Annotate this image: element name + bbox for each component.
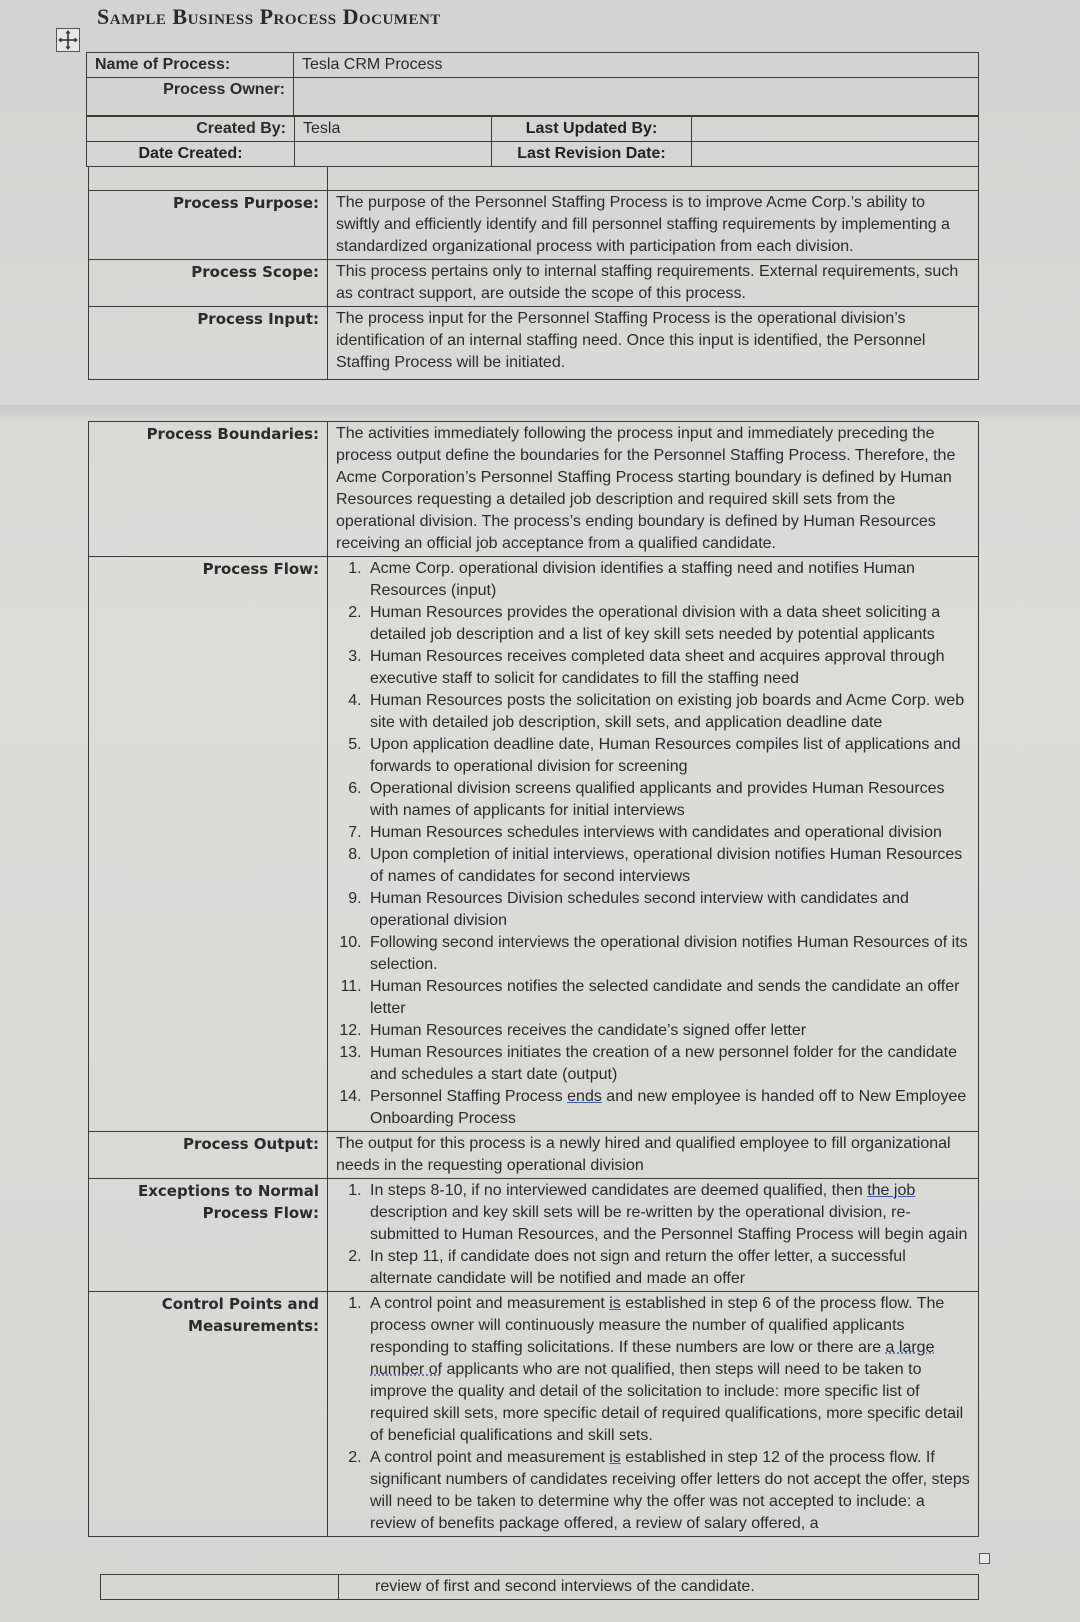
created-by-label: Created By: bbox=[87, 117, 295, 142]
control2-text-a: A control point and measurement bbox=[370, 1449, 610, 1466]
control-label-line2: Measurements: bbox=[188, 1317, 319, 1335]
exception1-text-b: description and key skill sets will be re-written by the operational division, re-submitted to Human Resources, and the Personnel Staffing Process will begin again bbox=[370, 1204, 968, 1243]
exception1-text-a: In steps 8-10, if no interviewed candidates are deemed qualified, then bbox=[370, 1182, 868, 1199]
created-by-value[interactable]: Tesla bbox=[295, 117, 492, 142]
list-item: 12. Human Resources receives the candidate’s signed offer letter bbox=[366, 1020, 970, 1042]
control-points-label bbox=[89, 1292, 328, 1537]
process-table bbox=[88, 421, 979, 1537]
process-input-text: The process input for the Personnel Staffing Process is the operational division’s identification of an internal staffing need. Once this input is identified, the Personnel Staffing Process will be initiated. bbox=[328, 307, 979, 380]
list-item: 4. Human Resources posts the solicitation on existing job boards and Acme Corp. web site with detailed job description, skill sets, and application deadline date bbox=[366, 690, 970, 734]
list-item bbox=[366, 1180, 970, 1246]
list-item: 3. Human Resources receives completed data sheet and acquires approval through executive staff to solicit for candidates to fill the staffing need bbox=[366, 646, 970, 690]
table-move-handle-icon[interactable] bbox=[56, 28, 80, 52]
name-of-process-label: Name of Process: bbox=[87, 53, 294, 78]
process-boundaries-label: Process Boundaries: bbox=[89, 422, 328, 557]
process-flow-label: Process Flow: bbox=[89, 557, 328, 1132]
list-item: 6. Operational division screens qualified applicants and provides Human Resources with names of applicants for initial interviews bbox=[366, 778, 970, 822]
continuation-text: review of first and second interviews of the candidate. bbox=[339, 1575, 979, 1600]
control2-text-b: established in step 12 of the process flow. If significant numbers of candidates receiving offer letters do not accept the offer, steps will need to be taken to determine why the offer was not accepted to include: a review of benefits package offered, a review of salary offered, a bbox=[370, 1449, 970, 1532]
list-item: 5. Upon application deadline date, Human Resources compiles list of applications and forwards to operational division for screening bbox=[366, 734, 970, 778]
header-table bbox=[86, 52, 979, 116]
control-label-line1: Control Points and bbox=[161, 1295, 319, 1313]
table-resize-handle-icon[interactable] bbox=[979, 1553, 990, 1564]
last-revision-date-value[interactable] bbox=[692, 142, 979, 167]
list-item: 9. Human Resources Division schedules second interview with candidates and operational division bbox=[366, 888, 970, 932]
last-updated-by-label: Last Updated By: bbox=[492, 117, 692, 142]
list-item bbox=[366, 1086, 970, 1130]
control1-large-number: a large number of bbox=[370, 1339, 935, 1378]
document-title: Sample Business Process Document bbox=[97, 4, 441, 29]
list-item: 13. Human Resources initiates the creation of a new personnel folder for the candidate and schedules a start date (output) bbox=[366, 1042, 970, 1086]
list-item: 1. Acme Corp. operational division identifies a staffing need and notifies Human Resources (input) bbox=[366, 558, 970, 602]
exceptions-label-line1: Exceptions to Normal bbox=[137, 1182, 319, 1200]
date-created-value[interactable] bbox=[295, 142, 492, 167]
list-item bbox=[366, 1293, 970, 1447]
control2-is: is bbox=[609, 1449, 621, 1466]
exceptions-label-line2: Process Flow: bbox=[202, 1204, 319, 1222]
process-scope-label: Process Scope: bbox=[89, 260, 328, 307]
control1-is: is bbox=[609, 1295, 621, 1312]
process-boundaries-text: The activities immediately following the process input and immediately preceding the process output define the boundaries for the Personnel Staffing Process. Therefore, the Acme Corporation’s Personnel Staffing Process starting boundary is defined by Human Resources requesting a detailed job description and required skill sets from the operational division. The process’s ending boundary is defined by Human Resources receiving an official job acceptance from a qualified candidate. bbox=[328, 422, 979, 557]
process-scope-text: This process pertains only to internal staffing requirements. External requirements, such as contract support, are outside the scope of this process. bbox=[328, 260, 979, 307]
control1-text-c: applicants who are not qualified, then steps will need to be taken to improve the quality and detail of the solicitation to include: more specific list of required skill sets, more specific detail of required qualifications, more specific detail of beneficial qualifications and skill sets. bbox=[370, 1361, 964, 1444]
step14-text-b: and new employee is handed off to New Employee Onboarding Process bbox=[370, 1088, 967, 1127]
list-item: 2. In step 11, if candidate does not sign and return the offer letter, a successful alternate candidate will be notified and made an offer bbox=[366, 1246, 970, 1290]
process-output-text: The output for this process is a newly hired and qualified employee to fill organizational needs in the requesting operational division bbox=[328, 1132, 979, 1179]
process-owner-value[interactable] bbox=[294, 78, 979, 116]
step14-text-a: Personnel Staffing Process bbox=[370, 1088, 568, 1105]
list-item: 2. Human Resources provides the operational division with a data sheet soliciting a detailed job description and a list of key skill sets needed by potential applicants bbox=[366, 602, 970, 646]
control-points-list bbox=[328, 1292, 979, 1537]
process-purpose-text: The purpose of the Personnel Staffing Process is to improve Acme Corp.’s ability to swiftly and efficiently identify and fill personnel staffing requirements by implementing a standardized organizational process with participation from each division. bbox=[328, 191, 979, 260]
list-item: 7. Human Resources schedules interviews with candidates and operational division bbox=[366, 822, 970, 844]
control1-text-a: A control point and measurement bbox=[370, 1295, 610, 1312]
exception1-underlined: the job bbox=[867, 1182, 916, 1199]
list-item: 8. Upon completion of initial interviews, operational division notifies Human Resources of names of candidates for second interviews bbox=[366, 844, 970, 888]
control1-text-b: established in step 6 of the process flow. The process owner will continuously measure the number of qualified applicants responding to staffing solicitations. If these numbers are low or there are bbox=[370, 1295, 945, 1356]
page-break-gap bbox=[0, 405, 1080, 419]
exceptions-label bbox=[89, 1179, 328, 1292]
meta-table bbox=[86, 116, 979, 167]
name-of-process-value[interactable]: Tesla CRM Process bbox=[294, 53, 979, 78]
list-item: 11. Human Resources notifies the selected candidate and sends the candidate an offer letter bbox=[366, 976, 970, 1020]
last-updated-by-value[interactable] bbox=[692, 117, 979, 142]
process-owner-label: Process Owner: bbox=[87, 78, 294, 116]
step14-underlined: ends bbox=[567, 1088, 602, 1105]
exceptions-list bbox=[328, 1179, 979, 1292]
process-flow-list bbox=[328, 557, 979, 1132]
process-output-label: Process Output: bbox=[89, 1132, 328, 1179]
date-created-label: Date Created: bbox=[87, 142, 295, 167]
process-input-label: Process Input: bbox=[89, 307, 328, 380]
purpose-table bbox=[88, 166, 979, 380]
list-item: 10. Following second interviews the operational division notifies Human Resources of its selection. bbox=[366, 932, 970, 976]
process-purpose-label: Process Purpose: bbox=[89, 191, 328, 260]
last-revision-date-label: Last Revision Date: bbox=[492, 142, 692, 167]
continuation-table bbox=[100, 1574, 979, 1600]
list-item bbox=[366, 1447, 970, 1535]
